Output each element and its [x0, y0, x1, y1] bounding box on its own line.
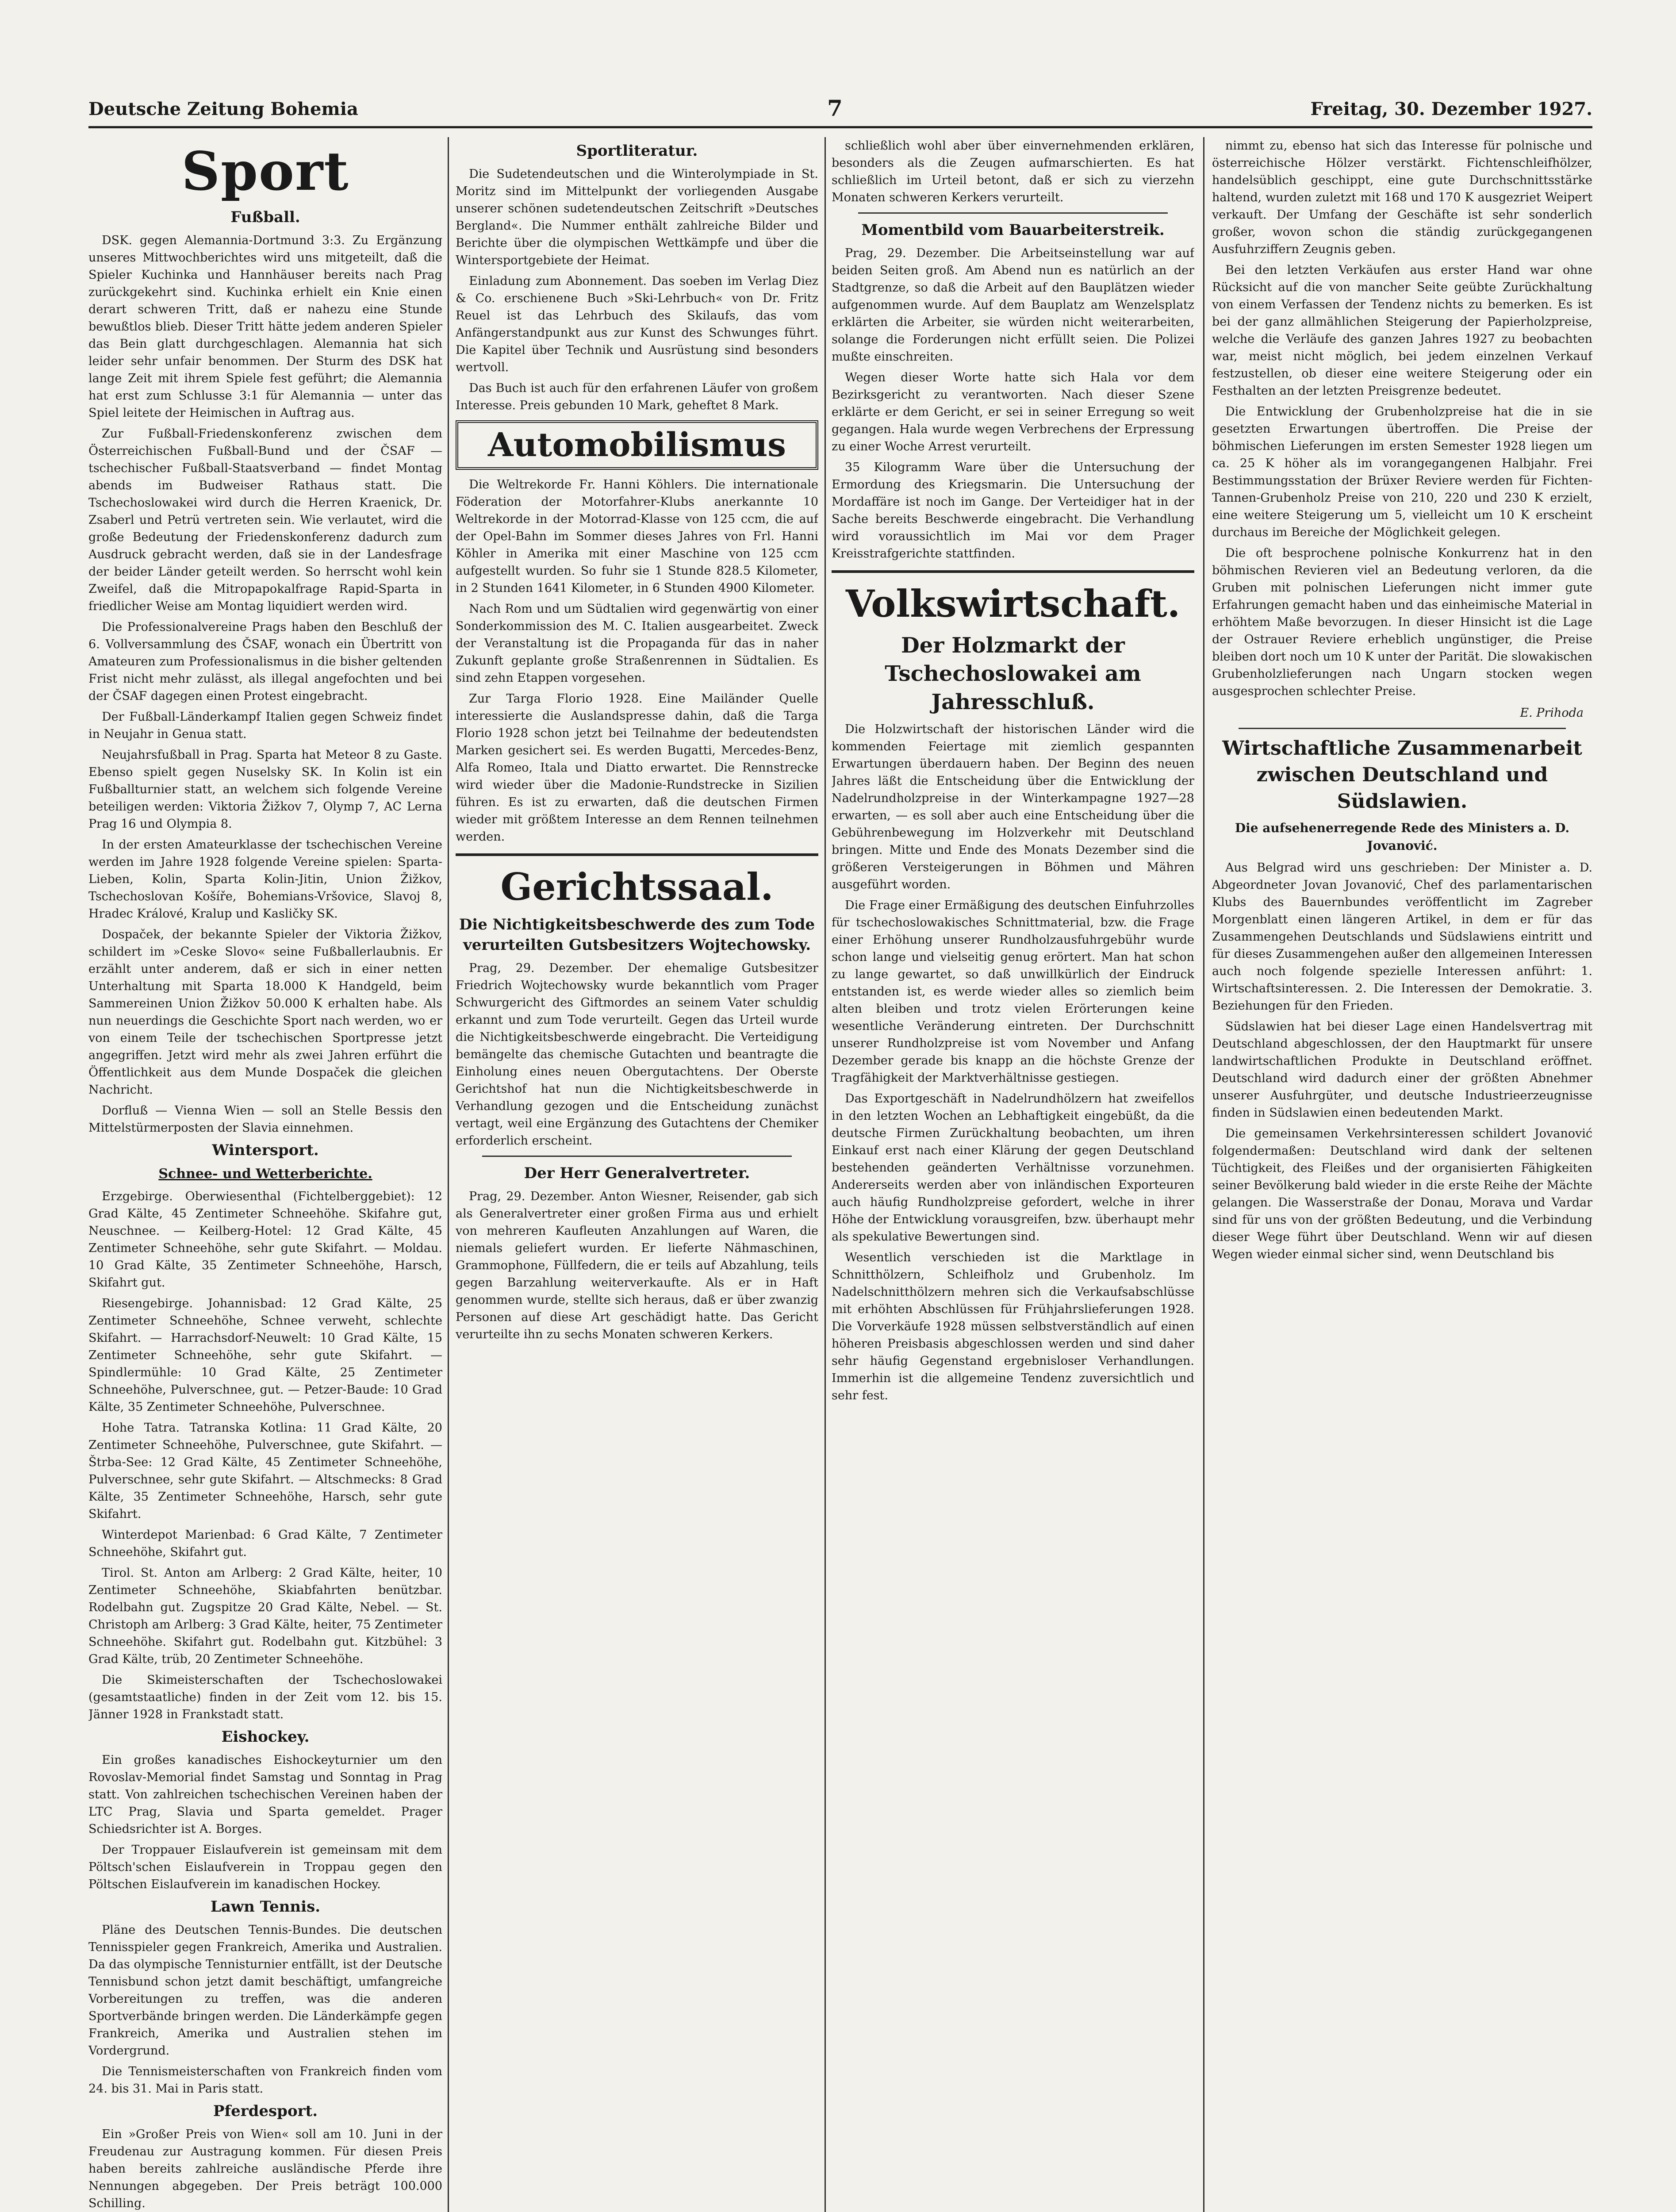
- article-paragraph: Die Frage einer Ermäßigung des deutschen Einfuhrzolles für tschechoslowakisches Schnittmaterial, bzw. die Frage einer Erhöhung unserer Rundholzausfuhrgebühr wurde schon lange und vielseitig genug erörtert. Man hat schon zu lange gewartet, so daß unwillkürlich der Eindruck entstanden ist, es werde wieder alles so ziemlich beim alten bleiben und trotz vielen Erörterungen keine wesentliche Veränderung eintreten. Der Durchschnitt unserer Rundholzpreise ist vom November und Anfang Dezember gerade bis knapp an die höchste Grenze der Tragfähigkeit der Marktverhältnisse gestiegen.: [832, 899, 1194, 1085]
- volkswirtschaft-heading: Volkswirtschaft.: [845, 582, 1181, 626]
- article-paragraph: Südslawien hat bei dieser Lage einen Handelsvertrag mit Deutschland abgeschlossen, der den Hauptmarkt für unsere landwirtschaftlichen Produkte in Deutschland eröffnet. Deutschland wird dadurch einer der größten Abnehmer unserer Ausfuhrgüter, und deutsche Industrieerzeugnisse finden in Südslawien einen bedeutenden Markt.: [1212, 1020, 1592, 1120]
- article-divider: [482, 1156, 792, 1157]
- weather-subheading: Schnee- und Wetterberichte.: [158, 1166, 372, 1182]
- article-paragraph: Zur Fußball-Friedenskonferenz zwischen dem Österreichischen Fußball-Bund und der ČSAF — tschechischer Fußball-Staatsverband — findet Montag abends im Budweiser Rathaus statt. Die Tschechoslowakei wird durch die Herren Kraenick, Dr. Zsaberl und Petrü vertreten sein. Wie verlautet, wird die große Bedeutung der Friedenskonferenz dadurch zum Ausdruck gebracht werden, daß sie in der Landesfrage der beider Länder geteilt werden. So herrscht wohl kein Zweifel, daß die Mitropapokalfrage Rapid-Sparta in friedlicher Weise am Montag liquidiert werden wird.: [88, 427, 442, 613]
- article-paragraph: schließlich wohl aber über einvernehmenden erklären, besonders als die Zeugen aufmarschierten. Es hat schließlich im Urteil betont, daß er sich zu vierzehn Monaten schweren Kerkers verurteilt.: [832, 139, 1194, 204]
- article-paragraph: DSK. gegen Alemannia-Dortmund 3:3. Zu Ergänzung unseres Mittwochberichtes wird uns mitgeteilt, daß die Spieler Kuchinka und Hannhäuser bereits nach Prag zurückgekehrt sind. Kuchinka erhielt ein Knie einen derart schweren Tritt, daß er nahezu eine Stunde bewußtlos blieb. Dieser Tritt hätte jedem anderen Spieler das Bein glatt durchgeschlagen. Alemannia hat sich leider sehr unfair benommen. Der Sturm des DSK hat lange Zeit mit ihrem Spiele fest geführt; die Alemannia hat erst zum Schlusse 3:1 für Alemannia — unter das Spiel leitete der Heimischen in Auftrag aus.: [88, 234, 442, 420]
- article-paragraph: Ein großes kanadisches Eishockeyturnier um den Rovoslav-Memorial findet Samstag und Sonntag in Prag statt. Von zahlreichen tschechischen Vereinen haben der LTC Prag, Slavia und Sparta gemeldet. Prager Schiedsrichter ist A. Borges.: [88, 1753, 442, 1836]
- section-divider: [832, 570, 1194, 573]
- article-paragraph: nimmt zu, ebenso hat sich das Interesse für polnische und österreichische Hölzer verstärkt. Fichtenschleifhölzer, handelsüblich geschippt, eine gute Durchschnittsstärke haltend, wurden zuletzt mit 168 und 170 K ausgezriet Weipert verkauft. Der Umfang der Geschäfte ist sehr sonderlich großer, wovon schon die ständig zurückgegangenen Ausfuhrziffern Zeugnis geben.: [1212, 139, 1592, 256]
- pferdesport-heading: Pferdesport.: [213, 2102, 318, 2120]
- column-4: [1212, 137, 1592, 2212]
- tennis-heading: Lawn Tennis.: [210, 1898, 321, 1916]
- article-subheadline: Die aufsehenerregende Rede des Ministers a. D. Jovanović.: [1235, 821, 1570, 853]
- article-paragraph: Wesentlich verschieden ist die Marktlage in Schnitthölzern, Schleifholz und Grubenholz. Im Nadelschnitthölzern mehren sich die Verkaufsabschlüsse mit erhöhten Abschlüssen für Frühjahrslieferungen 1928. Die Vorverkäufe 1928 müssen selbstverständlich auf einen höheren Preisbasis abgeschlossen werden und sind daher sehr häufig Gegenstand ergebnisloser Verhandlungen. Immerhin ist die allgemeine Tendenz zuversichtlich und sehr fest.: [832, 1251, 1194, 1402]
- football-heading: Fußball.: [230, 208, 300, 226]
- issue-date: Freitag, 30. Dezember 1927.: [1310, 99, 1592, 119]
- article-paragraph: Dorfluß — Vienna Wien — soll an Stelle Bessis den Mittelstürmerposten der Slavia einnehmen.: [88, 1104, 442, 1135]
- article-paragraph: Der Troppauer Eislaufverein ist gemeinsam mit dem Pöltsch'schen Eislaufverein in Troppau gegen den Pöltschen Eislaufverein im kanadischen Hockey.: [88, 1843, 442, 1891]
- article-paragraph: Prag, 29. Dezember. Die Arbeitseinstellung war auf beiden Seiten groß. Am Abend nun es natürlich an der Stadtgrenze, so daß die Arbeit auf den Bauplätzen wieder aufgenommen wurde. Auf dem Bauplatz am Wenzelsplatz erklärten die Arbeiter, sie würden nicht weiterarbeiten, solange die Forderungen nicht erfüllt seien. Die Polizei mußte einschreiten.: [832, 246, 1194, 364]
- article-paragraph: Die Entwicklung der Grubenholzpreise hat die in sie gesetzten Erwartungen übertroffen. Die Preise der böhmischen Lieferungen im ersten Semester 1928 liegen um ca. 25 K höher als im vorangegangenen Halbjahr. Frei Bestimmungsstation der Brüxer Reviere werden für Fichten-Tannen-Grubenholz Preise von 210, 220 und 230 K erzielt, eine weitere Steigerung um 5, vielleicht um 10 K erscheint durchaus im Bereiche der Möglichkeit gelegen.: [1212, 405, 1592, 539]
- paper-name: Deutsche Zeitung Bohemia: [88, 99, 358, 119]
- article-paragraph: Ein »Großer Preis von Wien« soll am 10. Juni in der Freudenau zur Austragung kommen. Für diesen Preis haben bereits zahlreiche ausländische Pferde ihre Nennungen abgegeben. Der Preis beträgt 100.000 Schilling.: [88, 2128, 442, 2210]
- article-paragraph: Prag, 29. Dezember. Der ehemalige Gutsbesitzer Friedrich Wojtechowsky wurde bekanntlich vom Prager Schwurgericht des Giftmordes an seinem Vater schuldig erkannt und zum Tode verurteilt. Gegen das Urteil wurde die Nichtigkeitsbeschwerde eingebracht. Die Verteidigung bemängelte das chemische Gutachten und beantragte die Einholung eines neuen Obergutachtens. Der Oberste Gerichtshof hat nun die Nichtigkeitsbeschwerde in Verhandlung gezogen und die Entscheidung zunächst vertagt, weil eine Ergänzung des Gutachtens der Chemiker erforderlich erscheint.: [456, 961, 818, 1148]
- gerichtssaal-heading: Gerichtssaal.: [500, 865, 774, 909]
- article-paragraph: Die Sudetendeutschen und die Winterolympiade in St. Moritz sind im Mittelpunkt der vorliegenden Ausgabe unserer schönen sudetendeutschen Zeitschrift »Deutsches Bergland«. Die Nummer enthält zahlreiche Bilder und Berichte über die olympischen Wettkämpfe und über die Wintersportgebiete der Heimat.: [456, 167, 818, 267]
- article-paragraph: Die Skimeisterschaften der Tschechoslowakei (gesamtstaatliche) finden in der Zeit vom 12. bis 15. Jänner 1928 in Frankstadt statt.: [88, 1673, 442, 1721]
- article-paragraph: Die Weltrekorde Fr. Hanni Köhlers. Die internationale Föderation der Motorfahrer-Klubs anerkannte 10 Weltrekorde in der Motorrad-Klasse von 125 ccm, die auf der Opel-Bahn im Sommer dieses Jahres von Frl. Hanni Köhler in Amerika mit einer Maschine von 125 ccm aufgestellt wurden. So fuhr sie 1 Stunde 828.5 Kilometer, in 2 Stunden 1641 Kilometer, in 6 Stunden 4900 Kilometer.: [456, 478, 818, 595]
- article-paragraph: Zur Targa Florio 1928. Eine Mailänder Quelle interessierte die Auslandspresse dahin, daß die Targa Florio 1928 schon jetzt bei Teilnahme der bedeutendsten Marken gesichert sei. Es werden Bugatti, Mercedes-Benz, Alfa Romeo, Itala und Diatto erwartet. Die Rennstrecke wird wieder über die Madonie-Rundstrecke in Sizilien führen. Es ist zu erwarten, daß die deutschen Firmen wieder mit größtem Interesse an dem Rennen teilnehmen werden.: [456, 692, 818, 844]
- section-divider: [456, 853, 818, 856]
- article-headline: Momentbild vom Bauarbeiterstreik.: [861, 221, 1165, 239]
- author-signoff: E. Prihoda: [1520, 706, 1584, 720]
- newspaper-page: [88, 95, 1592, 2212]
- article-paragraph: Wegen dieser Worte hatte sich Hala vor dem Bezirksgericht zu verantworten. Nach dieser Szene erklärte er dem Gericht, er sei in seiner Erregung so weit gegangen. Hala wurde wegen Verbrechens der Erpressung zu einer Woche Arrest verurteilt.: [832, 371, 1194, 453]
- article-paragraph: Die Professionalvereine Prags haben den Beschluß der 6. Vollversammlung des ČSAF, wonach ein Übertritt von Amateuren zum Professionalismus in die bisher geltenden Frist nicht mehr zulässt, als illegal angefochten und bei der ČSAF dagegen einen Protest eingebracht.: [88, 620, 442, 703]
- article-paragraph: Neujahrsfußball in Prag. Sparta hat Meteor 8 zu Gaste. Ebenso spielt gegen Nuselsky SK. In Kolin ist ein Fußballturnier statt, an welchem sich folgende Vereine beteiligen werden: Viktoria Žižkov 7, Olymp 7, AC Lerna Prag 16 und Olympia 8.: [88, 748, 442, 831]
- article-headline: Die Nichtigkeitsbeschwerde des zum Tode verurteilten Gutsbesitzers Wojtechowsky.: [459, 916, 815, 954]
- article-divider: [858, 212, 1168, 214]
- article-paragraph: Pläne des Deutschen Tennis-Bundes. Die deutschen Tennisspieler gegen Frankreich, Amerika und Australien. Da das olympische Tennisturnier entfällt, ist der Deutsche Tennisbund schon jetzt damit beschäftigt, umfangreiche Vorbereitungen zu treffen, was die anderen Sportverbände bringen werden. Die Länderkämpfe gegen Frankreich, Amerika und Australien stehen im Vordergrund.: [88, 1923, 442, 2058]
- article-paragraph: Das Exportgeschäft in Nadelrundhölzern hat zweifellos in den letzten Wochen an Lebhaftigkeit eingebüßt, da die deutsche Firmen Zurückhaltung beobachten, um ihren Einkauf erst nach einer Klärung der gegen Deutschland bestehenden geänderten Verhältnisse vorzunehmen. Andererseits werden aber von inländischen Exporteuren auch häufig Rundholzpreise gefordert, welche in ihrer Höhe der Entwicklung vorausgreifen, bzw. überhaupt mehr als spekulative Bewertungen sind.: [832, 1092, 1194, 1244]
- article-paragraph: Die Tennismeisterschaften von Frankreich finden vom 24. bis 31. Mai in Paris statt.: [88, 2065, 442, 2096]
- article-paragraph: 35 Kilogramm Ware über die Untersuchung der Ermordung des Kriegsmarin. Die Untersuchung der Mordaffäre ist noch im Gange. Der Verteidiger hat in der Sache bereits Beschwerde eingebracht. Die Verhandlung wird voraussichtlich im Mai vor dem Prager Kreisstrafgerichte stattfinden.: [832, 461, 1194, 561]
- eishockey-heading: Eishockey.: [221, 1728, 310, 1746]
- wintersport-heading: Wintersport.: [212, 1141, 319, 1159]
- article-paragraph: Das Buch ist auch für den erfahrenen Läufer von großem Interesse. Preis gebunden 10 Mark, geheftet 8 Mark.: [456, 381, 818, 412]
- article-paragraph: Die gemeinsamen Verkehrsinteressen schildert Jovanović folgendermaßen: Deutschland wird dank der seltenen Tüchtigkeit, des Fleißes und der organisierten Fähigkeiten seiner Bevölkerung bald wieder in die erste Reihe der Mächte gelangen. Die Wasserstraße der Donau, Morava und Vardar sind für uns von der größten Bedeutung, und die Verbindung dieser Wege führt über Deutschland. Wenn wir auf diesen Wegen wieder einmal sicher sind, wenn Deutschland bis: [1212, 1127, 1592, 1261]
- article-headline: Der Holzmarkt der Tschechoslowakei am Jahresschluß.: [885, 633, 1141, 714]
- column-rule: [1203, 137, 1204, 2212]
- article-paragraph: Dospaček, der bekannte Spieler der Viktoria Žižkov, schildert im »Ceske Slovo« seine Fußballerlaubnis. Er erzählt unter anderem, daß er sich in einer netten Unterhaltung mit Sparta 18.000 K Handgeld, beim Sammereinen Union Žižkov 50.000 K erhalten habe. Als nun neuerdings die Geschichte Sport nach werden, wo er von einem Teile der tschechischen Sportpresse jetzt angegriffen. Jetzt wird mehr als zwei Jahren erführt die Öffentlichkeit aus dem Munde Dospaček die gleichen Nachricht.: [88, 928, 442, 1097]
- article-paragraph: Bei den letzten Verkäufen aus erster Hand war ohne Rücksicht auf die von mancher Seite geübte Zurückhaltung von einem Verfassen der Tendenz nichts zu bemerken. Es ist bei der ganz allmählichen Steigerung der Papierholzpreise, welche die Verläufe des ganzen Jahres 1927 zu beobachten war, meist nicht möglich, bei jedem einzelnen Verkauf festzustellen, ob dieser eine weitere Steigerung oder ein Festhalten an der letzten Preisgrenze bedeutet.: [1212, 263, 1592, 398]
- column-1: [88, 137, 442, 2212]
- article-paragraph: Der Fußball-Länderkampf Italien gegen Schweiz findet in Neujahr in Genua statt.: [88, 710, 442, 741]
- article-paragraph: Prag, 29. Dezember. Anton Wiesner, Reisender, gab sich als Generalvertreter einer großen Firma aus und erhielt von mehreren Kaufleuten Anzahlungen auf Waren, die niemals geliefert wurden. Er lieferte Nähmaschinen, Grammophone, Füllfedern, die er teils auf Abzahlung, teils gegen Barzahlung weiterverkaufte. Als er in Haft genommen wurde, stellte sich heraus, daß er über zwanzig Personen auf diese Art geschädigt hatte. Das Gericht verurteilte ihn zu sechs Monaten schweren Kerkers.: [456, 1190, 818, 1341]
- article-divider: [1239, 728, 1566, 729]
- page-number: 7: [827, 95, 843, 121]
- article-paragraph: Die Holzwirtschaft der historischen Länder wird die kommenden Feiertage mit ziemlich gespannten Erwartungen überdauern haben. Der Beginn des neuen Jahres läßt die Entscheidung über die Entwicklung der Nadelrundholzpreise in der Winterkampagne 1927—28 erwarten, — es soll aber auch eine Entscheidung über die Gebührenbewegung im Holzverkehr mit Deutschland bringen. Mitte und Ende des Monats Dezember sind die größeren Versteigerungen in Böhmen und Mähren ausgeführt worden.: [832, 722, 1194, 891]
- article-paragraph: Die oft besprochene polnische Konkurrenz hat in den böhmischen Revieren viel an Bedeutung verloren, da die Gruben mit polnischen Lieferungen nicht immer gute Erfahrungen gemacht haben und das einheimische Material in erhöhtem Maße bevorzugen. In dieser Hinsicht ist die Lage der Ostrauer Reviere erheblich ungünstiger, die Preise bleiben dort noch um 10 K unter der Parität. Die slowakischen Grubenholzlieferungen nach Ungarn stocken wegen ausgesprochen schlechter Preise.: [1212, 546, 1592, 698]
- article-headline: Wirtschaftliche Zusammenarbeit zwischen Deutschland und Südslawien.: [1222, 737, 1582, 813]
- article-paragraph: Riesengebirge. Johannisbad: 12 Grad Kälte, 25 Zentimeter Schneehöhe, Schnee verweht, schlechte Skifahrt. — Harrachsdorf-Neuwelt: 10 Grad Kälte, 15 Zentimeter Schneehöhe, sehr gute Skifahrt. — Spindlermühle: 10 Grad Kälte, 25 Zentimeter Schneehöhe, Pulverschnee, gut. — Petzer-Baude: 10 Grad Kälte, 35 Zentimeter Schneehöhe, Pulverschnee.: [88, 1297, 442, 1414]
- masthead: [88, 95, 1592, 128]
- article-paragraph: Einladung zum Abonnement. Das soeben im Verlag Diez & Co. erschienene Buch »Ski-Lehrbuch« von Dr. Fritz Reuel ist das Lehrbuch des Skilaufs, das vom Anfängerstandpunkt aus zur Kunst des Schwunges führt. Die Kapitel über Technik und Ausrüstung sind besonders wertvoll.: [456, 274, 818, 374]
- automobilismus-heading: Automobilismus: [456, 420, 818, 470]
- article-paragraph: Nach Rom und um Südtalien wird gegenwärtig von einer Sonderkommission des M. C. Italien ausgearbeitet. Zweck der Veranstaltung ist die Propaganda für das in naher Zukunft geplante große Straßenrennen in Südtalien. Es sind zehn Etappen vorgesehen.: [456, 602, 818, 685]
- article-paragraph: Winterdepot Marienbad: 6 Grad Kälte, 7 Zentimeter Schneehöhe, Skifahrt gut.: [88, 1528, 442, 1559]
- article-paragraph: Erzgebirge. Oberwiesenthal (Fichtelberggebiet): 12 Grad Kälte, 45 Zentimeter Schneehöhe. Skifahre gut, Neuschnee. — Keilberg-Hotel: 12 Grad Kälte, 45 Zentimeter Schneehöhe, sehr gute Skifahrt. — Moldau. 10 Grad Kälte, 35 Zentimeter Schneehöhe, Harsch, Skifahrt gut.: [88, 1190, 442, 1290]
- sport-heading: Sport: [181, 140, 349, 203]
- column-rule: [448, 137, 449, 2212]
- column-rule: [825, 137, 826, 2212]
- article-paragraph: In der ersten Amateurklasse der tschechischen Vereine werden im Jahre 1928 folgende Vereine spielen: Sparta-Lieben, Kolin, Sparta Kolin-Jitin, Union Žižkov, Tschechoslovan Košíře, Bohemians-Vršovice, Slavoj 8, Hradec Králové, Kralup und Kasličky SK.: [88, 838, 442, 921]
- article-headline: Der Herr Generalvertreter.: [524, 1164, 750, 1182]
- article-paragraph: Hohe Tatra. Tatranska Kotlina: 11 Grad Kälte, 20 Zentimeter Schneehöhe, Pulverschnee, gute Skifahrt. — Štrba-See: 12 Grad Kälte, 45 Zentimeter Schneehöhe, Pulverschnee, sehr gute Skifahrt. — Altschmecks: 8 Grad Kälte, 35 Zentimeter Schneehöhe, Harsch, sehr gute Skifahrt.: [88, 1421, 442, 1521]
- sportliteratur-heading: Sportliteratur.: [576, 142, 698, 160]
- article-paragraph: Tirol. St. Anton am Arlberg: 2 Grad Kälte, heiter, 10 Zentimeter Schneehöhe, Skiabfahrten benützbar. Rodelbahn gut. Zugspitze 20 Grad Kälte, Nebel. — St. Christoph am Arlberg: 3 Grad Kälte, heiter, 75 Zentimeter Schneehöhe. Skifahrt gut. Rodelbahn gut. Kitzbühel: 3 Grad Kälte, trüb, 20 Zentimeter Schneehöhe.: [88, 1566, 442, 1666]
- article-paragraph: Aus Belgrad wird uns geschrieben: Der Minister a. D. Abgeordneter Jovan Jovanović, Chef des parlamentarischen Klubs des Bauernbundes veröffentlicht im Zagreber Morgenblatt einen längeren Artikel, in dem er für das Zusammengehen Deutschlands und Südslawiens eintritt und für dieses Zusammengehen außer den allgemeinen Interessen auch noch folgende spezielle Interessen anführt: 1. Wirtschaftsinteressen. 2. Die Interessen der Demokratie. 3. Beziehungen für den Frieden.: [1212, 861, 1592, 1013]
- column-2: [456, 137, 818, 2212]
- column-3: [832, 137, 1194, 2212]
